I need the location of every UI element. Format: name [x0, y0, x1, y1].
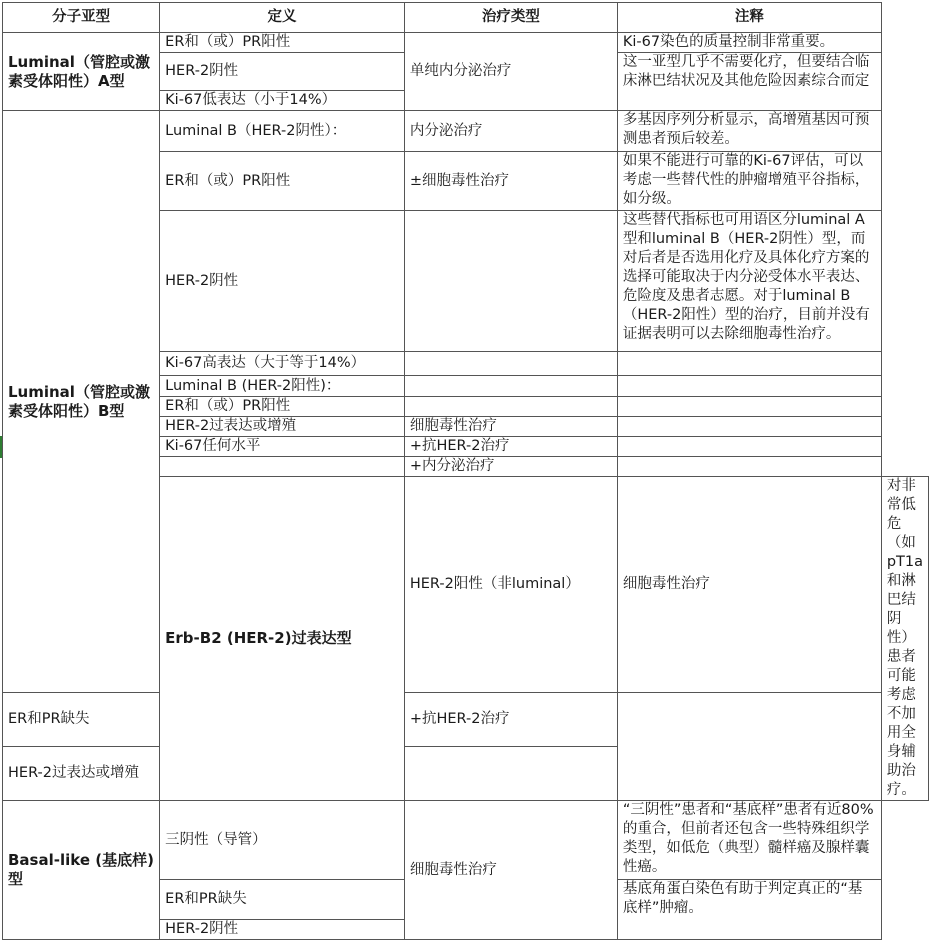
- treatment-cell-empty: [404, 211, 617, 352]
- note-cell: 多基因序列分析显示，高增殖基因可预测患者预后较差。: [617, 111, 881, 152]
- header-row: [3, 3, 929, 33]
- definition-cell: HER-2阳性（非luminal）: [404, 477, 617, 693]
- treatment-cell-empty: [404, 352, 617, 376]
- note-cell-empty: [617, 437, 881, 457]
- definition-cell: Ki-67低表达（小于14%）: [160, 91, 405, 111]
- definition-cell: ER和（或）PR阳性: [160, 152, 405, 211]
- note-cell-empty: [617, 376, 881, 397]
- note-cell-empty: [617, 397, 881, 417]
- table-row: [3, 801, 929, 880]
- treatment-cell: +内分泌治疗: [404, 457, 617, 477]
- note-cell: 这些替代指标也可用语区分luminal A型和luminal B（HER-2阴性）型，而对后者是否选用化疗及具体化疗方案的选择可能取决于内分泌受体水平表达、危险度及患者志愿。对于luminal B（HER-2阳性）型的治疗，目前并没有证据表明可以去除细胞毒性治疗。: [617, 211, 881, 352]
- treatment-cell: ±细胞毒性治疗: [404, 152, 617, 211]
- table-row: [3, 111, 929, 152]
- treatment-cell: +抗HER-2治疗: [404, 437, 617, 457]
- header-definition: 定义: [160, 3, 405, 33]
- definition-cell: HER-2阴性: [160, 211, 405, 352]
- treatment-cell: +抗HER-2治疗: [404, 693, 617, 747]
- definition-cell: HER-2过表达或增殖: [3, 747, 160, 801]
- treatment-cell-empty: [404, 397, 617, 417]
- note-cell: 这一亚型几乎不需要化疗，但要结合临床淋巴结状况及其他危险因素综合而定: [617, 53, 881, 111]
- treatment-cell: 内分泌治疗: [404, 111, 617, 152]
- definition-cell: ER和（或）PR阳性: [160, 397, 405, 417]
- definition-cell: ER和PR缺失: [160, 880, 405, 920]
- note-cell: “三阴性”患者和“基底样”患者有近80%的重合，但前者还包含一些特殊组织学类型，如低危（典型）髓样癌及腺样囊性癌。: [617, 801, 881, 880]
- definition-cell: HER-2过表达或增殖: [160, 417, 405, 437]
- treatment-cell: 单纯内分泌治疗: [404, 33, 617, 111]
- note-cell-empty: [617, 457, 881, 477]
- treatment-cell-empty: [404, 747, 617, 801]
- header-subtype: 分子亚型: [3, 3, 160, 33]
- definition-cell: ER和PR缺失: [3, 693, 160, 747]
- table-row: [3, 747, 929, 801]
- note-cell: 如果不能进行可靠的Ki-67评估，可以考虑一些替代性的肿瘤增殖平谷指标，如分级。: [617, 152, 881, 211]
- note-cell-empty: [617, 352, 881, 376]
- subtype-luminal-a: Luminal（管腔或激素受体阳性）A型: [3, 33, 160, 111]
- treatment-cell: 细胞毒性治疗: [404, 801, 617, 940]
- note-cell: 对非常低危（如pT1a和淋巴结阴性）患者可能考虑不加用全身辅助治疗。: [881, 477, 928, 801]
- header-notes: 注释: [617, 3, 881, 33]
- treatment-cell-empty: [404, 376, 617, 397]
- treatment-cell: 细胞毒性治疗: [617, 477, 881, 693]
- subtype-table: [2, 2, 929, 940]
- treatment-cell: 细胞毒性治疗: [404, 417, 617, 437]
- definition-cell: HER-2阴性: [160, 920, 405, 940]
- note-cell: Ki-67染色的质量控制非常重要。: [617, 33, 881, 53]
- definition-cell: Luminal B (HER-2阳性)：: [160, 376, 405, 397]
- definition-cell-empty: [160, 457, 405, 477]
- definition-cell: Luminal B（HER-2阴性）：: [160, 111, 405, 152]
- definition-cell: Ki-67高表达（大于等于14%）: [160, 352, 405, 376]
- definition-cell: 三阴性（导管）: [160, 801, 405, 880]
- subtype-basal-like: Basal-like (基底样)型: [3, 801, 160, 940]
- note-cell: 基底角蛋白染色有助于判定真正的“基底样”肿瘤。: [617, 880, 881, 940]
- subtype-luminal-b: Luminal（管腔或激素受体阳性）B型: [3, 111, 160, 693]
- note-cell-empty: [617, 417, 881, 437]
- subtype-erb-b2: Erb-B2 (HER-2)过表达型: [160, 477, 405, 801]
- definition-cell: ER和（或）PR阳性: [160, 33, 405, 53]
- table-row: [3, 693, 929, 747]
- table-row: [3, 33, 929, 53]
- definition-cell: HER-2阴性: [160, 53, 405, 91]
- definition-cell: Ki-67任何水平: [160, 437, 405, 457]
- header-treatment: 治疗类型: [404, 3, 617, 33]
